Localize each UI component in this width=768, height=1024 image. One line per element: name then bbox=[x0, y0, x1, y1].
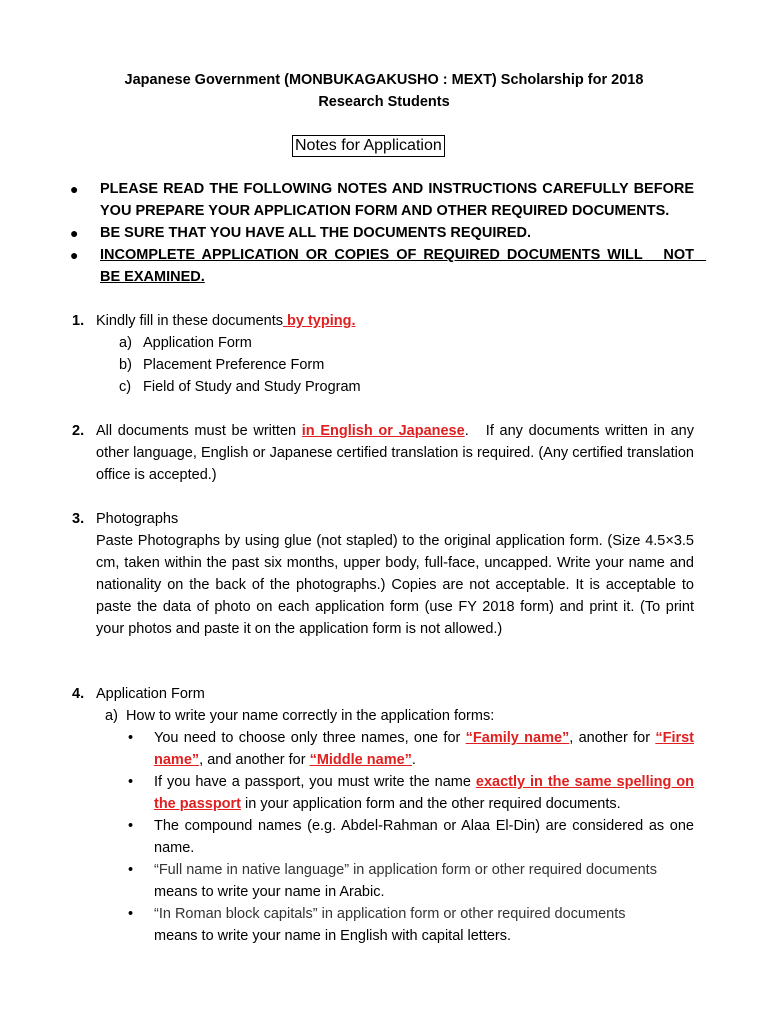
text-line: “In Roman block capitals” in application form or other required documents bbox=[154, 906, 626, 922]
item-1-highlight: by typing. bbox=[283, 313, 356, 329]
bullet-icon: • bbox=[128, 730, 134, 746]
text-line: “Full name in native language” in application form or other required documents bbox=[154, 862, 657, 878]
warning-item bbox=[70, 222, 694, 244]
item-2-before: All documents must be written bbox=[96, 423, 302, 439]
item-3-heading: Photographs bbox=[96, 511, 179, 527]
item-number: 2. bbox=[72, 423, 85, 439]
family-name-highlight: “Family name” bbox=[465, 730, 570, 746]
sub-text: Application Form bbox=[143, 335, 252, 351]
item-number: 4. bbox=[72, 686, 85, 702]
sub-item bbox=[119, 354, 324, 376]
sub-label: c) bbox=[119, 379, 132, 395]
list-item-text bbox=[154, 727, 694, 771]
item-4-sub-a: a) How to write your name correctly in the application forms: bbox=[105, 708, 495, 724]
warning-item bbox=[70, 244, 707, 288]
warning-item bbox=[70, 178, 694, 222]
item-number: 3. bbox=[72, 511, 85, 527]
text-part: If you have a passport, you must write the name bbox=[154, 774, 476, 790]
item-4-heading: Application Form bbox=[96, 686, 205, 702]
item-1-text bbox=[96, 310, 694, 332]
item-number: 1. bbox=[72, 313, 85, 329]
warning-text: INCOMPLETE APPLICATION OR COPIES OF REQUIRED DOCUMENTS WILL NOT BE EXAMINED. bbox=[100, 247, 707, 285]
text-line: means to write your name in Arabic. bbox=[154, 884, 385, 900]
bullet-icon: ● bbox=[70, 225, 79, 241]
bullet-icon: • bbox=[128, 906, 134, 922]
bullet-icon: ● bbox=[70, 181, 79, 197]
item-2-highlight: in English or Japanese bbox=[301, 423, 465, 439]
item-1-body: Kindly fill in these documents bbox=[96, 313, 283, 329]
bullet-icon: ● bbox=[70, 247, 79, 263]
list-item-text bbox=[154, 859, 694, 903]
warning-text: BE SURE THAT YOU HAVE ALL THE DOCUMENTS REQUIRED. bbox=[100, 225, 531, 241]
sub-text: Field of Study and Study Program bbox=[143, 379, 361, 395]
sub-text: Placement Preference Form bbox=[143, 357, 325, 373]
list-item-text: The compound names (e.g. Abdel-Rahman or Alaa El-Din) are considered as one name. bbox=[154, 818, 694, 856]
warning-text: PLEASE READ THE FOLLOWING NOTES AND INSTRUCTIONS CAREFULLY BEFORE YOU PREPARE YOUR APPLICATION FORM AND OTHER REQUIRED DOCUMENTS. bbox=[100, 181, 694, 219]
item-2-text bbox=[96, 420, 699, 486]
title-line-2: Research Students bbox=[318, 94, 450, 110]
bullet-icon: • bbox=[128, 862, 134, 878]
text-part: You need to choose only three names, one for bbox=[154, 730, 466, 746]
sub-label: b) bbox=[119, 357, 132, 373]
list-item-text bbox=[154, 903, 694, 947]
text-part: , and another for bbox=[199, 752, 310, 768]
text-line: means to write your name in English with capital letters. bbox=[154, 928, 512, 944]
text-part: . bbox=[411, 752, 416, 768]
sub-item bbox=[119, 376, 361, 398]
title-line-1: Japanese Government (MONBUKAGAKUSHO : MEXT) Scholarship for 2018 bbox=[124, 72, 644, 88]
middle-name-highlight: “Middle name” bbox=[309, 752, 412, 768]
item-2-after: . If any documents written in any other language, English or Japanese certified translation is required. (Any certified translation office is accepted.) bbox=[96, 423, 699, 483]
text-part: in your application form and the other required documents. bbox=[241, 796, 621, 812]
item-3-body: Paste Photographs by using glue (not stapled) to the original application form. (Size 4.5×3.5 cm, taken within the past six months, upper body, full-face, uncapped. Write your name and nationality on the back of the photographs.) Copies are not acceptable. It is acceptable to paste the data of photo on each application form (use FY 2018 form) and print it. (To print your photos and paste it on the application form is not allowed.) bbox=[96, 533, 694, 637]
sub-item bbox=[119, 332, 252, 354]
document-title bbox=[0, 69, 768, 113]
text-part: , another for bbox=[569, 730, 656, 746]
bullet-icon: • bbox=[128, 774, 134, 790]
first-name-highlight: “First name” bbox=[154, 730, 695, 768]
sub-label: a) bbox=[119, 335, 132, 351]
bullet-icon: • bbox=[128, 818, 134, 834]
list-item-text bbox=[154, 771, 694, 815]
notes-title: Notes for Application bbox=[292, 135, 445, 157]
passport-highlight: exactly in the same spelling on the passport bbox=[154, 774, 694, 812]
